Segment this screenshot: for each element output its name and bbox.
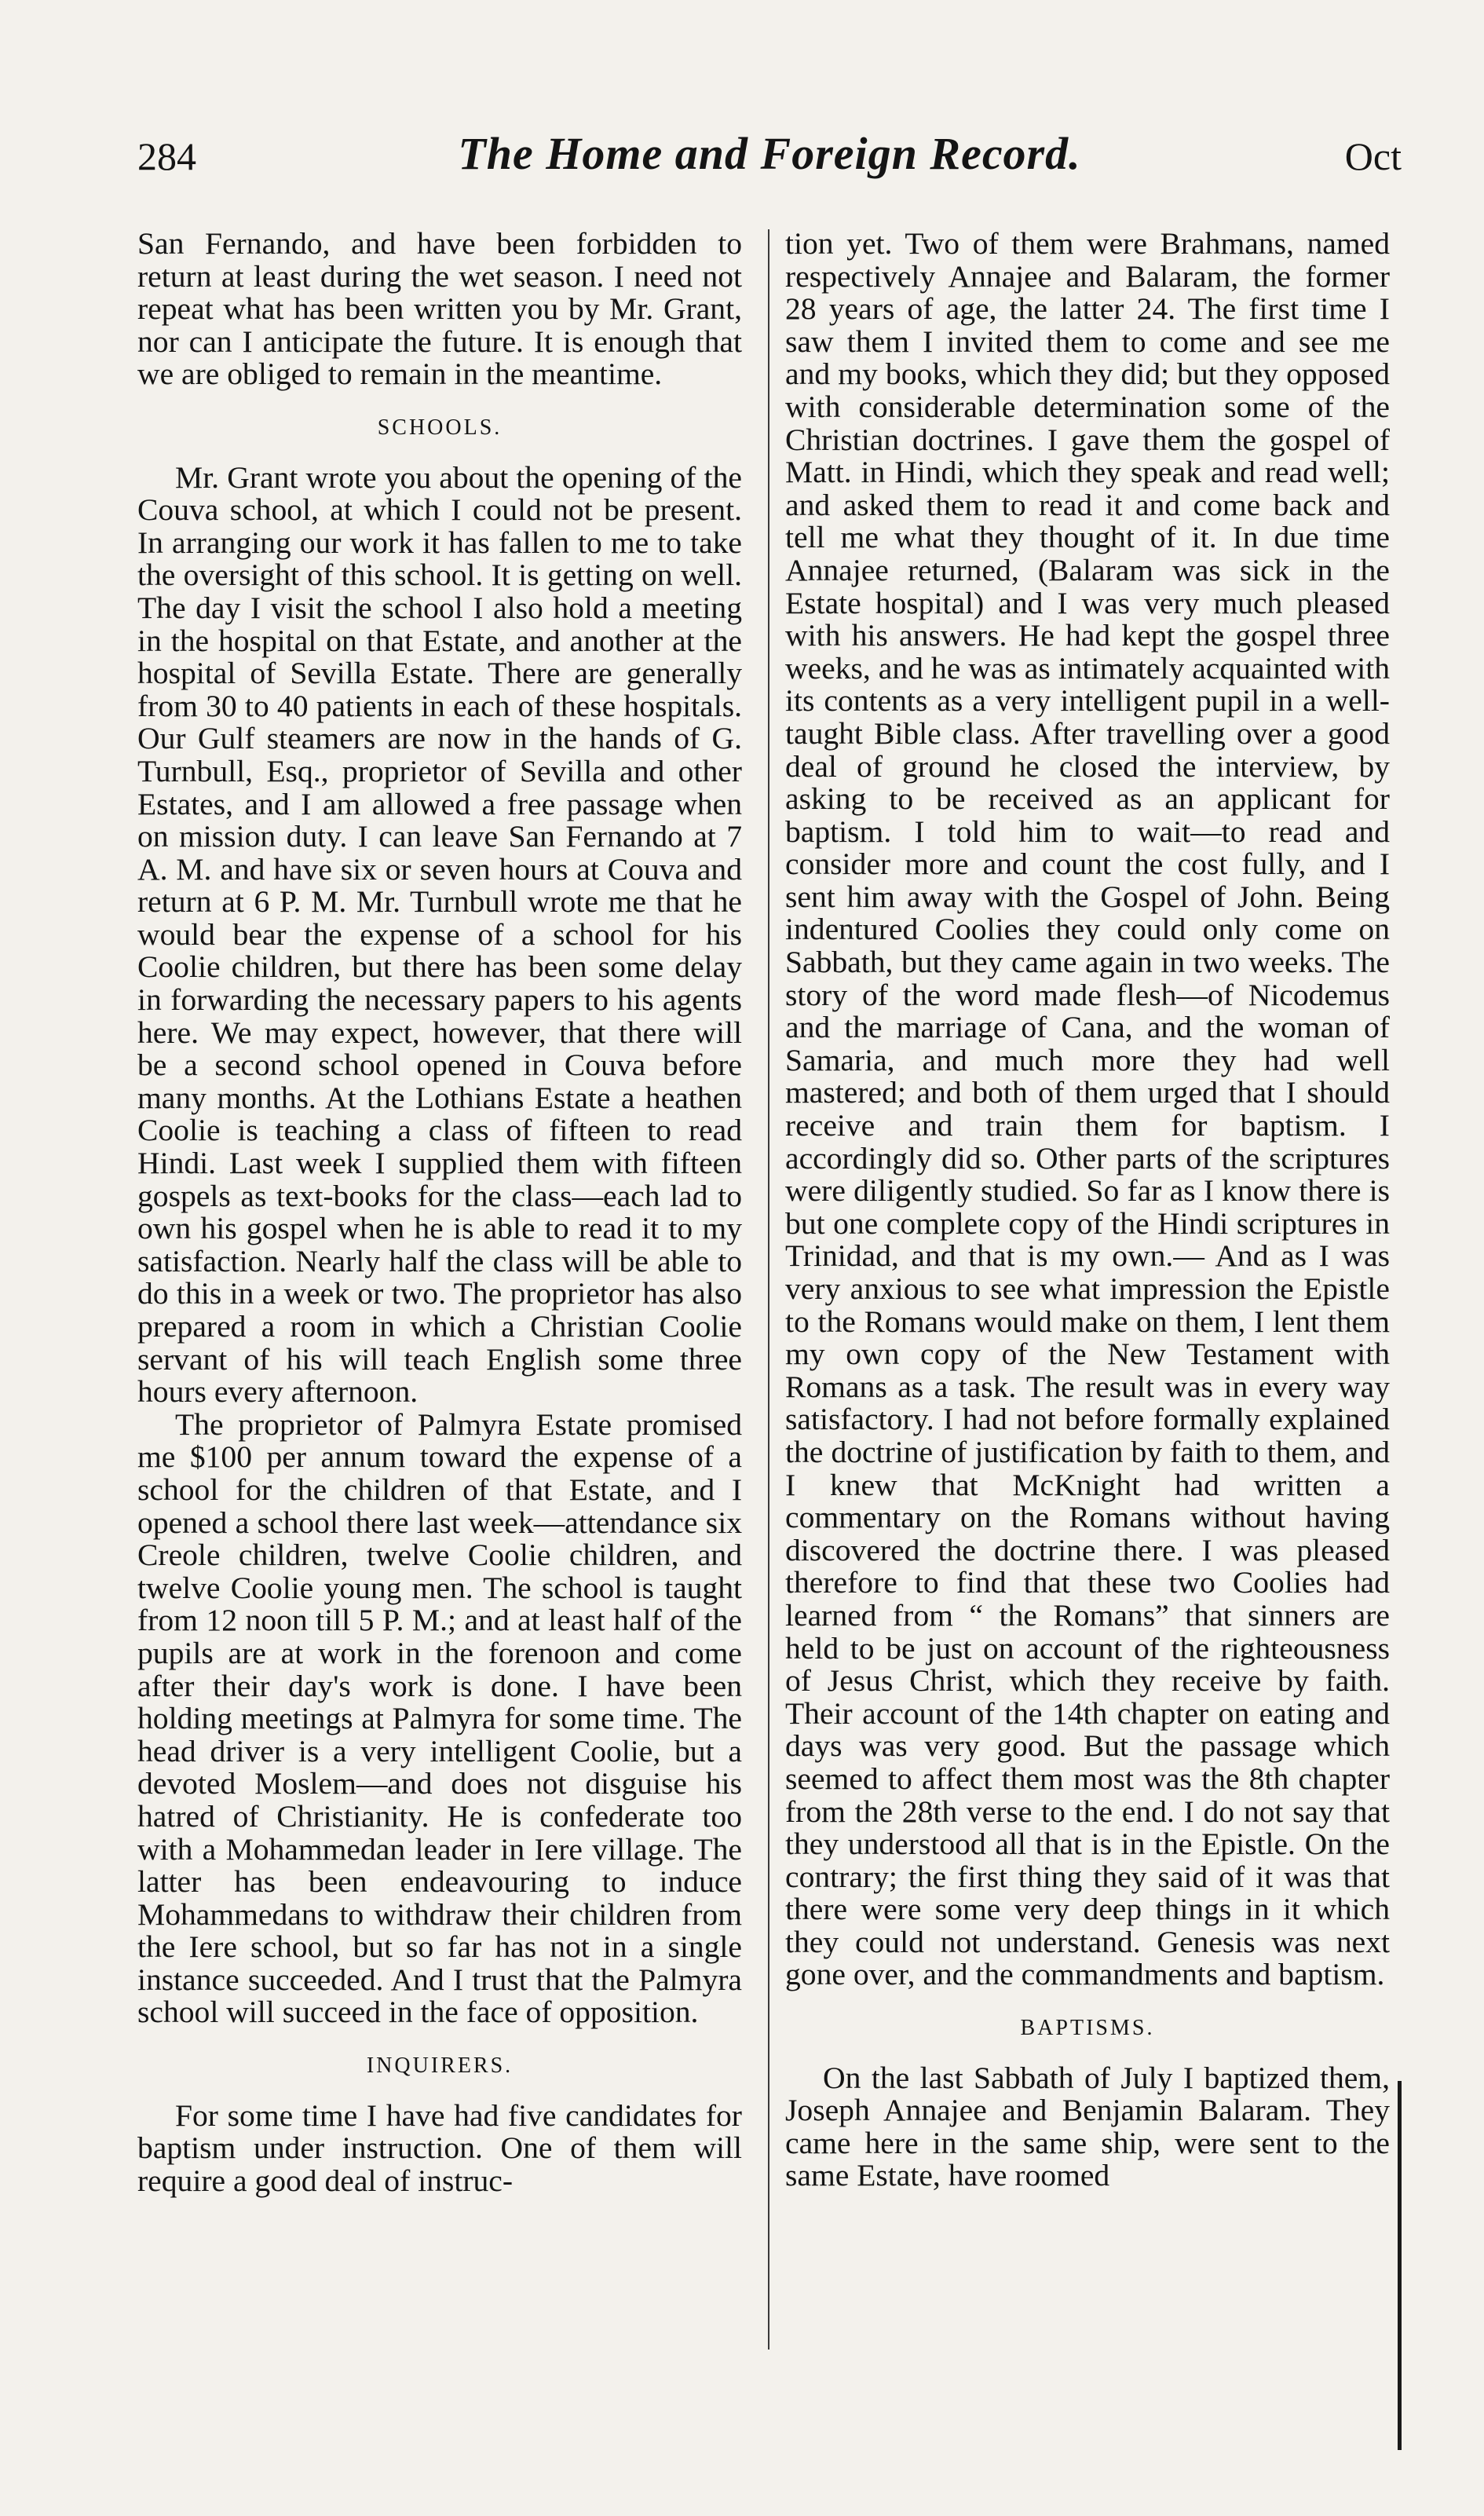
right-column bbox=[785, 228, 1390, 2458]
paragraph: tion yet. Two of them were Brahmans, named respectively Annajee and Balaram, the former 28 years of age, the latter 24. The first time I saw them I invited them to come and see me and my books, which they did; but they opposed with considerable determination some of the Christian doctrines. I gave them the gospel of Matt. in Hindi, which they speak and read well; and asked them to read it and come back and tell me what they thought of it. In due time Annajee returned, (Balaram was sick in the Estate hospital) and I was very much pleased with his answers. He had kept the gospel three weeks, and he was as intimately acquainted with its contents as a very intelligent pupil in a well-taught Bible class. After travelling over a good deal of ground he closed the interview, by asking to be received as an applicant for baptism. I told him to wait—to read and consider more and count the cost fully, and I sent him away with the Gospel of John. Being indentured Coolies they could only come on Sabbath, but they came again in two weeks. The story of the word made flesh—of Nicodemus and the marriage of Cana, and the woman of Samaria, and much more they had well mastered; and both of them urged that I should receive and train them for baptism. I accordingly did so. Other parts of the scriptures were diligently studied. So far as I know there is but one complete copy of the Hindi scriptures in Trinidad, and that is my own.— And as I was very anxious to see what impression the Epistle to the Romans would make on them, I lent them my own copy of the New Testament with Romans as a task. The result was in every way satisfactory. I had not before formally explained the doctrine of justification by faith to them, and I knew that McKnight had written a commentary on the Romans without having discovered the doctrine there. I was pleased therefore to find that these two Coolies had learned from “ the Romans” that sinners are held to be just on account of the righteousness of Jesus Christ, which they receive by faith. Their account of the 14th chapter on eating and days was very good. But the passage which seemed to affect them most was the 8th chapter from the 28th verse to the end. I do not say that they understood all that is in the Epistle. On the contrary; the first thing they said of it was that there were some very deep things in it which they could not understand. Genesis was next gone over, and the commandments and baptism. bbox=[785, 228, 1390, 1992]
column-divider bbox=[768, 229, 769, 2350]
running-header bbox=[137, 126, 1402, 188]
section-heading-baptisms: BAPTISMS. bbox=[1020, 2016, 1155, 2041]
section-heading-inquirers: INQUIRERS. bbox=[366, 2053, 514, 2079]
journal-title: The Home and Foreign Record. bbox=[458, 128, 1081, 179]
paragraph: The proprietor of Palmyra Estate promised me $100 per annum toward the expense of a school for the children of that Estate, and I opened a school there last week—attendance six Creole children, twelve Coolie children, and twelve Coolie young men. The school is taught from 12 noon till 5 P. M.; and at least half of the pupils are at work in the forenoon and come after their day's work is done. I have been holding meetings at Palmyra for some time. The head driver is a very intelligent Coolie, but a devoted Moslem—and does not disguise his hatred of Christianity. He is confederate too with a Mohammedan leader in Iere village. The latter has been endeavouring to induce Mohammedans to withdraw their children from the Iere school, but so far has not in a single instance succeeded. And I trust that the Palmyra school will succeed in the face of opposition. bbox=[137, 1406, 742, 2030]
page-edge-mark bbox=[1398, 2081, 1402, 2450]
paragraph: San Fernando, and have been forbidden to return at least during the wet season. I need not repeat what has been written you by Mr. Grant, nor can I anticipate the future. It is enough that we are obliged to remain in the meantime. bbox=[137, 228, 742, 392]
section-heading-schools: SCHOOLS. bbox=[377, 415, 503, 440]
page-number: 284 bbox=[137, 134, 196, 178]
left-column bbox=[137, 228, 742, 2458]
paragraph: Mr. Grant wrote you about the opening of the Couva school, at which I could not be present. In arranging our work it has fallen to me to take the oversight of this school. It is getting on well. The day I visit the school I also hold a meeting in the hospital on that Estate, and another at the hospital of Sevilla Estate. There are generally from 30 to 40 patients in each of these hospitals. Our Gulf steamers are now in the hands of G. Turnbull, Esq., proprietor of Sevilla and other Estates, and I am allowed a free passage when on mission duty. I can leave San Fernando at 7 A. M. and have six or seven hours at Couva and return at 6 P. M. Mr. Turnbull wrote me that he would bear the expense of a school for his Coolie children, but there has been some delay in forwarding the necessary papers to his agents here. We may expect, however, that there will be a second school opened in Couva before many months. At the Lothians Estate a heathen Coolie is teaching a class of fifteen to read Hindi. Last week I supplied them with fifteen gospels as text-books for the class—each lad to own his gospel when he is able to read it to my satisfaction. Nearly half the class will be able to do this in a week or two. The proprietor has also prepared a room in which a Christian Coolie servant of his will teach English some three hours every afternoon. bbox=[137, 459, 742, 1410]
paragraph: For some time I have had five candidates for baptism under instruction. One of them will require a good deal of instruc- bbox=[137, 2097, 742, 2198]
paragraph: On the last Sabbath of July I baptized them, Joseph Annajee and Benjamin Balaram. They came here in the same ship, were sent to the same Estate, have roomed bbox=[785, 2060, 1390, 2193]
month-label: Oct bbox=[1344, 134, 1402, 178]
